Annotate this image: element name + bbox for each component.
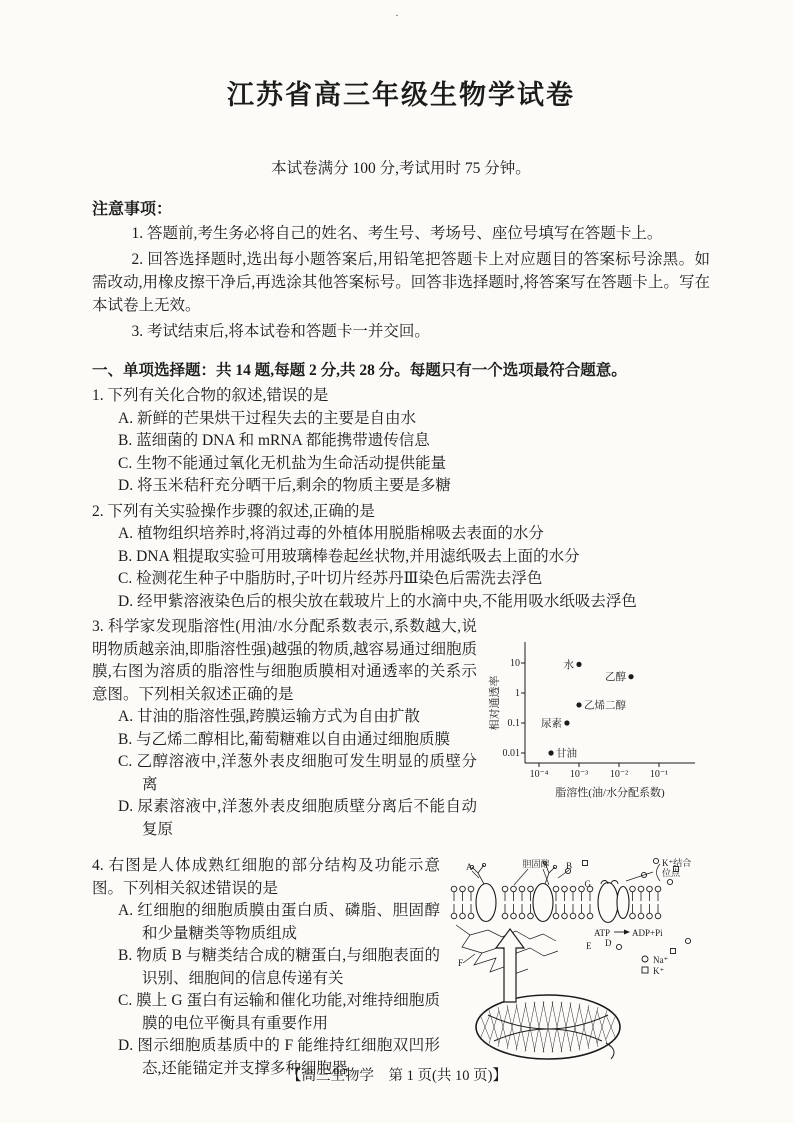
section-heading: 一、单项选择题：共 14 题,每题 2 分,共 28 分。每题只有一个选项最符合题意。 bbox=[92, 362, 627, 379]
question-2-option-c: C. 检测花生种子中脂肪时,子叶切片经苏丹Ⅲ染色后需洗去浮色 bbox=[118, 570, 543, 587]
question-1-option-d: D. 将玉米秸秆充分晒干后,剩余的物质主要是多糖 bbox=[118, 477, 451, 494]
permeability-chart-svg bbox=[487, 618, 702, 810]
question-2-option-d: D. 经甲紫溶液染色后的根尖放在载玻片上的水滴中央,不能用吸水纸吸去浮色 bbox=[118, 592, 637, 610]
svg-text:10: 10 bbox=[510, 658, 520, 669]
question-3 bbox=[92, 616, 710, 841]
chart-x-axis-title: 脂溶性(油/水分配系数) bbox=[555, 787, 665, 799]
chart-y-axis-title: 相对通透率 bbox=[489, 675, 501, 731]
question-3-option-a: A. 甘油的脂溶性强,跨膜运输方式为自由扩散 bbox=[118, 708, 420, 725]
cell-mesh-texture bbox=[480, 1002, 616, 1053]
legend-k-label: K⁺ bbox=[653, 966, 665, 976]
label-adp: ADP+Pi bbox=[632, 928, 663, 938]
question-4 bbox=[92, 855, 710, 1080]
question-1-option-c: C. 生物不能通过氧化无机盐为生命活动提供能量 bbox=[118, 454, 447, 472]
svg-text:0.01: 0.01 bbox=[502, 748, 520, 759]
notice-item-1: 1. 答题前,考生务必将自己的姓名、考生号、考场号、座位号填写在答题卡上。 bbox=[131, 225, 663, 242]
data-point-label: 乙烯二醇 bbox=[584, 700, 626, 712]
corner-mark: · bbox=[395, 8, 399, 22]
question-2-stem: 2. 下列有关实验操作步骤的叙述,正确的是 bbox=[92, 502, 375, 520]
rbc-diagram-svg bbox=[448, 855, 710, 1071]
question-4-option-b: B. 物质 B 与糖类结合成的糖蛋白,与细胞表面的识别、细胞间的信息传递有关 bbox=[118, 947, 440, 987]
label-k-site-1: K⁺结合 bbox=[662, 858, 692, 868]
question-2 bbox=[92, 501, 710, 614]
data-point bbox=[576, 702, 581, 707]
notice-item-2: 2. 回答选择题时,选出每小题答案后,用铅笔把答题卡上对应题目的答案标号涂黑。如需改动,用橡皮擦干净后,再选涂其他答案标号。回答非选择题时,将答案写在答题卡上。写在本试卷上无效。 bbox=[92, 251, 710, 314]
question-3-option-c: C. 乙醇溶液中,洋葱外表皮细胞可发生明显的质壁分离 bbox=[118, 753, 477, 793]
page-title: 江苏省高三年级生物学试卷 bbox=[227, 80, 575, 110]
question-3-option-d: D. 尿素溶液中,洋葱外表皮细胞质壁分离后不能自动复原 bbox=[118, 798, 477, 838]
svg-text:10⁻³: 10⁻³ bbox=[569, 769, 589, 780]
question-2-option-a: A. 植物组织培养时,将消过毒的外植体用脱脂棉吸去表面的水分 bbox=[118, 525, 544, 542]
question-4-option-d: D. 图示细胞质基质中的 F 能维持红细胞双凹形态,还能锚定并支撑多种细胞器 bbox=[118, 1037, 440, 1077]
question-4-stem: 4. 右图是人体成熟红细胞的部分结构及功能示意图。下列相关叙述错误的是 bbox=[92, 857, 440, 897]
label-k-site-2: 位点 bbox=[662, 868, 681, 878]
rbc-membrane-diagram bbox=[448, 855, 710, 1076]
question-1-option-a: A. 新鲜的芒果烘干过程失去的主要是自由水 bbox=[118, 409, 416, 427]
data-point bbox=[564, 720, 569, 725]
label-cholesterol: 胆固醇 bbox=[522, 859, 550, 869]
up-arrow bbox=[496, 929, 524, 1002]
label-a: A bbox=[466, 862, 473, 872]
data-point bbox=[576, 662, 581, 667]
svg-text:1: 1 bbox=[515, 688, 520, 699]
chart-y-tick-labels bbox=[503, 658, 521, 759]
chart-x-tick-labels bbox=[530, 769, 669, 780]
question-3-option-b: B. 与乙烯二醇相比,葡萄糖难以自由通过细胞质膜 bbox=[118, 730, 450, 748]
question-1 bbox=[92, 385, 710, 498]
legend-na-label: Na⁺ bbox=[653, 955, 669, 965]
data-point-label: 水 bbox=[563, 659, 574, 671]
question-1-option-b: B. 蓝细菌的 DNA 和 mRNA 都能携带遗传信息 bbox=[118, 432, 430, 449]
page-footer: 【高三生物学 第 1 页(共 10 页)】 bbox=[287, 1068, 507, 1084]
k-legend-icon bbox=[642, 967, 648, 973]
data-point-label: 尿素 bbox=[540, 718, 562, 730]
label-b: B bbox=[566, 861, 573, 871]
data-point bbox=[628, 674, 633, 679]
label-g: G bbox=[584, 879, 591, 889]
membrane-proteins bbox=[476, 883, 629, 923]
svg-text:10⁻²: 10⁻² bbox=[609, 769, 629, 780]
notice-item-3: 3. 考试结束后,将本试卷和答题卡一并交回。 bbox=[131, 323, 430, 340]
label-e: E bbox=[586, 941, 592, 951]
na-legend-icon bbox=[642, 956, 648, 962]
label-f: F bbox=[458, 958, 464, 968]
data-point bbox=[548, 750, 553, 755]
data-point-label: 甘油 bbox=[556, 748, 578, 760]
chart-points bbox=[541, 658, 634, 760]
question-3-stem: 3. 科学家发现脂溶性(用油/水分配系数表示,系数越大,说明物质越亲油,即脂溶性强)越强的物质,越容易通过细胞质膜,右图为溶质的脂溶性与细胞质膜相对通透率的关系示意图。下列相关叙述正确的是 bbox=[92, 618, 477, 703]
permeability-chart bbox=[487, 618, 710, 815]
svg-text:10⁻⁴: 10⁻⁴ bbox=[529, 769, 549, 780]
question-4-option-c: C. 膜上 G 蛋白有运输和催化功能,对维持细胞质膜的电位平衡具有重要作用 bbox=[118, 992, 440, 1032]
page-content bbox=[0, 73, 794, 1080]
exam-info: 本试卷满分 100 分,考试用时 75 分钟。 bbox=[271, 160, 531, 177]
question-4-option-a: A. 红细胞的细胞质膜由蛋白质、磷脂、胆固醇和少量糖类等物质组成 bbox=[118, 902, 440, 942]
question-2-option-b: B. DNA 粗提取实验可用玻璃棒卷起丝状物,并用滤纸吸去上面的水分 bbox=[118, 547, 580, 565]
notice-heading: 注意事项： bbox=[92, 201, 173, 218]
svg-text:10⁻¹: 10⁻¹ bbox=[649, 769, 669, 780]
atp-reaction-arrow bbox=[614, 930, 630, 935]
label-atp: ATP bbox=[594, 928, 611, 938]
question-1-stem: 1. 下列有关化合物的叙述,错误的是 bbox=[92, 387, 329, 404]
diagram-legend bbox=[642, 955, 668, 976]
data-point-label: 乙醇 bbox=[605, 672, 627, 684]
svg-text:0.1: 0.1 bbox=[507, 718, 520, 729]
label-d: D bbox=[605, 938, 612, 948]
